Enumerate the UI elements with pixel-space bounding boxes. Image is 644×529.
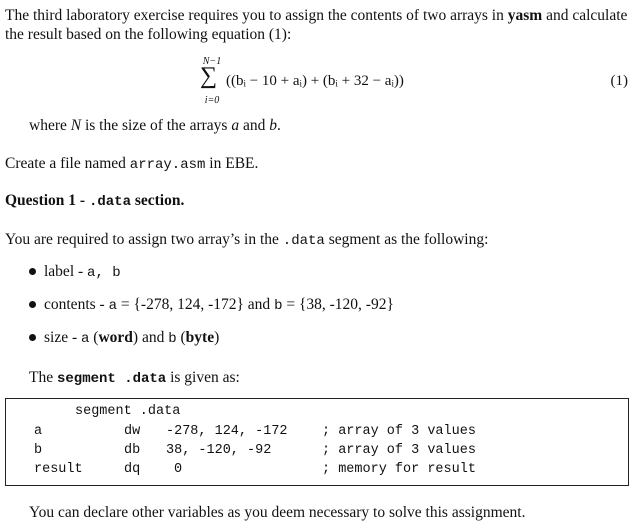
assign-code: .data [282,233,325,249]
bullet-code: a [108,298,117,314]
code-values: -278, 124, -172 [166,424,288,439]
given-paragraph [29,368,240,389]
code-label: result [34,462,83,477]
list-item [26,328,394,361]
bullet-text: = {-278, 124, -172} and [116,296,275,313]
requirements-list [26,262,394,361]
bullet-text: = {38, -120, -92} [282,296,394,313]
bullet-text: size - [44,329,82,346]
question-code: .data [88,194,131,210]
bullet-code: a [81,331,90,347]
code-directive: db [124,443,141,458]
question-label: Question 1 - [5,192,89,209]
intro-text-2: and calculate the result based on the following equation (1): [5,7,628,43]
where-var-a: a [231,117,240,134]
intro-text-1: The third laboratory exercise requires you to assign the contents of two arrays in [5,7,508,24]
given-suffix: is given as: [166,369,240,386]
where-var-b: b [269,117,277,134]
list-item [26,262,394,295]
equation-expression: ((bᵢ − 10 + aᵢ) + (bᵢ + 32 − aᵢ)) [226,73,404,89]
intro-paragraph [5,6,637,44]
given-code: segment .data [56,371,167,387]
code-values: 0 [174,462,183,477]
bullet-bold: word [98,329,133,346]
assign-prefix: You are required to assign two array’s in the [5,231,283,248]
bullet-bold: byte [185,329,215,346]
question-suffix: section. [130,192,185,209]
sum-symbol: ∑ [200,63,218,89]
code-label: b [34,443,43,458]
where-end: . [276,117,281,134]
bullet-icon [29,334,36,341]
code-comment: ; memory for result [322,462,476,477]
code-label: a [34,424,43,439]
question-heading [5,191,184,212]
list-item [26,295,394,328]
create-suffix: in EBE. [205,155,259,172]
equation-number: (1) [610,73,628,89]
where-mid-1: is the size of the arrays [81,117,232,134]
sum-upper-limit: N−1 [202,56,222,67]
given-prefix: The [29,369,57,386]
code-comment: ; array of 3 values [322,424,476,439]
intro-bold-yasm: yasm [507,7,543,24]
create-filename: array.asm [129,157,206,173]
bullet-text: ( [89,329,99,346]
bullet-text: ( [176,329,186,346]
create-paragraph [5,154,258,175]
create-prefix: Create a file named [5,155,130,172]
where-mid-2: and [239,117,270,134]
bullet-code: b [274,298,283,314]
where-prefix: where [29,117,71,134]
bullet-code: a, b [87,265,121,281]
code-comment: ; array of 3 values [322,443,476,458]
code-block [5,398,629,486]
assign-paragraph [5,230,488,251]
code-directive: dq [124,462,141,477]
code-values: 38, -120, -92 [166,443,272,458]
bullet-text: label - [44,263,88,280]
assign-suffix: segment as the following: [324,231,489,248]
bullet-icon [29,268,36,275]
bullet-text: contents - [44,296,109,313]
sum-lower-limit: i=0 [204,95,220,106]
code-header: segment .data [75,404,181,419]
code-directive: dw [124,424,141,439]
bullet-text: ) and [132,329,169,346]
footer-paragraph: You can declare other variables as you deem necessary to solve this assignment. [29,504,526,521]
bullet-icon [29,301,36,308]
bullet-code: b [168,331,177,347]
where-paragraph [29,116,281,135]
where-var-n: N [70,117,82,134]
bullet-text: ) [214,329,220,346]
